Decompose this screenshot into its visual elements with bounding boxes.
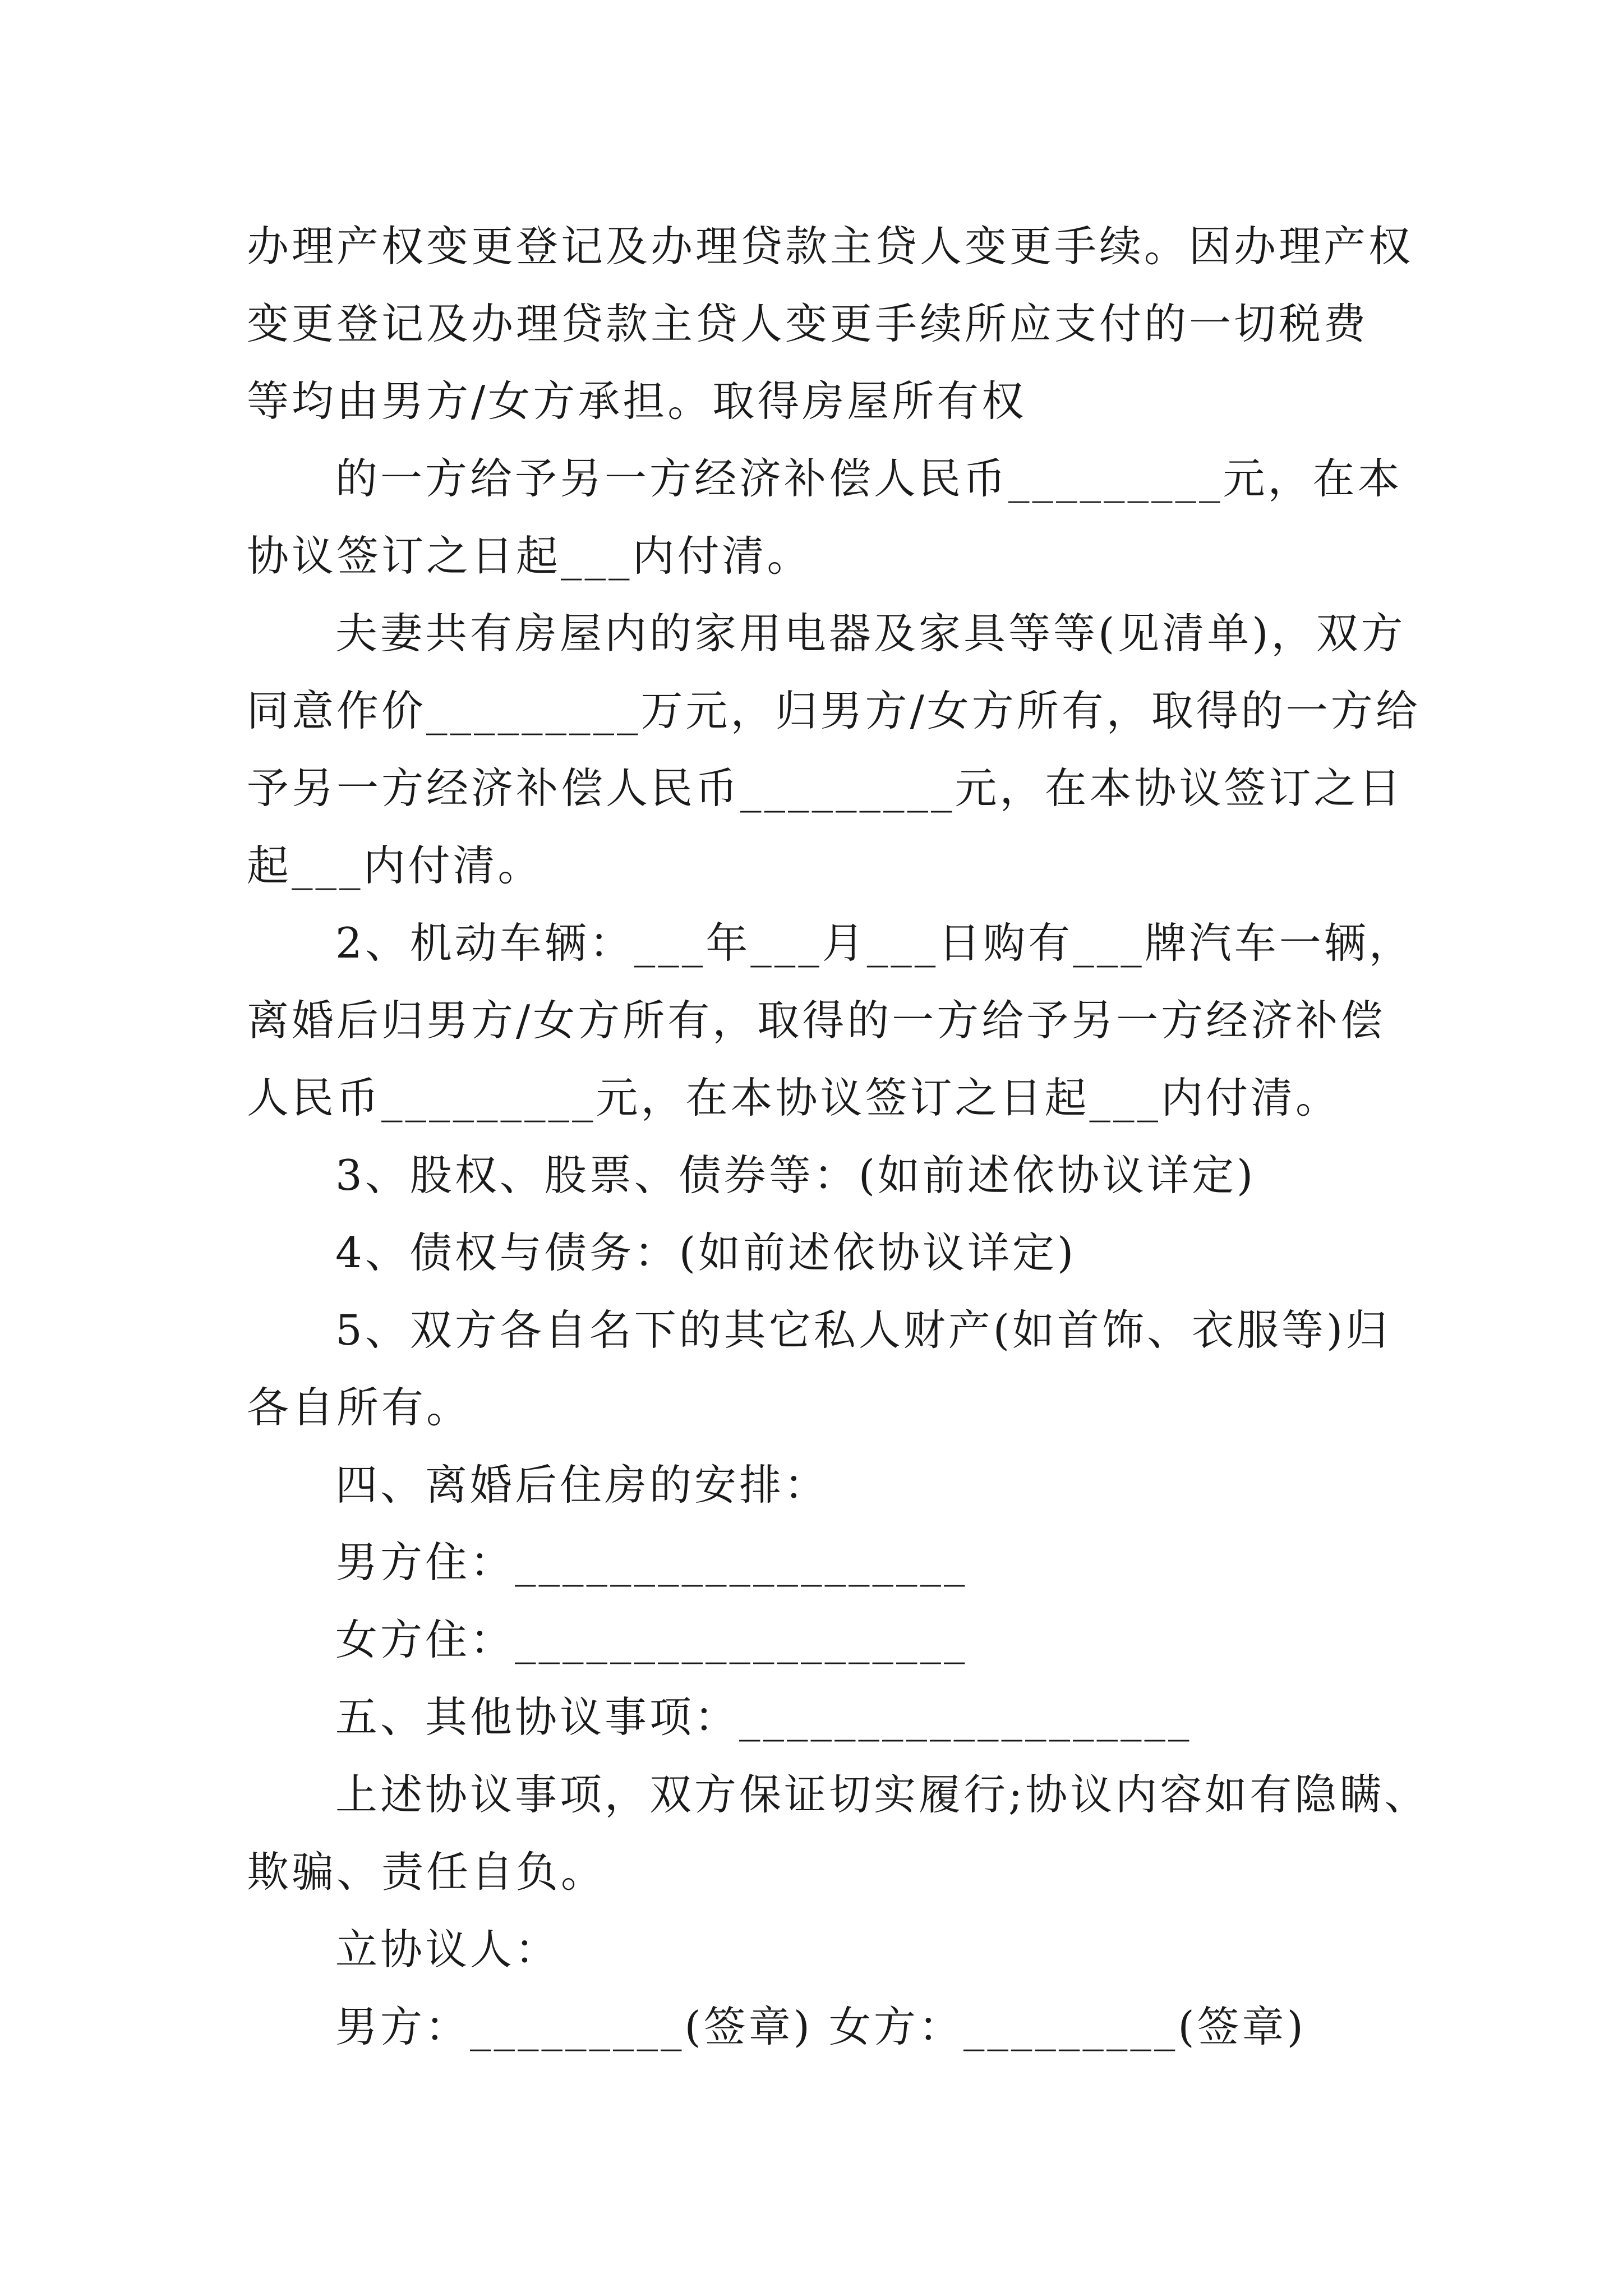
paragraph-motor-vehicle bbox=[247, 904, 1414, 1137]
text-line: 欺骗、责任自负。 bbox=[247, 1847, 606, 1897]
text-line: 予另一方经济补偿人民币_________元，在本协议签订之日 bbox=[247, 763, 1404, 813]
text-line: 夫妻共有房屋内的家用电器及家具等等(见清单)，双方 bbox=[335, 609, 1406, 658]
text-line: 2、机动车辆：___年___月___日购有___牌汽车一辆， bbox=[335, 918, 1414, 968]
text-line: 起___内付清。 bbox=[247, 841, 543, 890]
text-line: 变更登记及办理贷款主贷人变更手续所应支付的一切税费 bbox=[247, 299, 1369, 348]
paragraph-claims-debts bbox=[247, 1214, 1391, 1291]
paragraph-signatories-label bbox=[247, 1911, 1391, 1988]
paragraph-signature-line bbox=[247, 1988, 1391, 2065]
text-line: 五、其他协议事项：___________________ bbox=[335, 1692, 1192, 1742]
text-line: 男方：_________(签章) 女方：_________(签章) bbox=[335, 2002, 1306, 2051]
text-line: 4、债权与债务：(如前述依协议详定) bbox=[335, 1228, 1077, 1277]
paragraph-male-residence bbox=[247, 1524, 1391, 1601]
text-line: 各自所有。 bbox=[247, 1383, 472, 1432]
text-line: 男方住：___________________ bbox=[335, 1538, 968, 1587]
text-line: 同意作价_________万元，归男方/女方所有，取得的一方给 bbox=[247, 686, 1421, 735]
document-body bbox=[247, 208, 1430, 2065]
text-line: 立协议人： bbox=[335, 1925, 560, 1974]
paragraph-guarantee bbox=[247, 1756, 1430, 1911]
text-line: 办理产权变更登记及办理贷款主贷人变更手续。因办理产权 bbox=[247, 222, 1414, 271]
paragraph-appliances-furniture bbox=[247, 595, 1421, 904]
text-line: 上述协议事项，双方保证切实履行;协议内容如有隐瞒、 bbox=[335, 1770, 1430, 1819]
text-line: 四、离婚后住房的安排： bbox=[335, 1460, 829, 1510]
text-line: 等均由男方/女方承担。取得房屋所有权 bbox=[247, 376, 1027, 426]
paragraph-female-residence bbox=[247, 1601, 1391, 1678]
paragraph-house-compensation bbox=[247, 440, 1403, 595]
paragraph-property-continuation bbox=[247, 208, 1414, 440]
text-line: 5、双方各自名下的其它私人财产(如首饰、衣服等)归 bbox=[335, 1305, 1391, 1355]
text-line: 3、股权、股票、债券等：(如前述依协议详定) bbox=[335, 1151, 1256, 1200]
text-line: 离婚后归男方/女方所有，取得的一方给予另一方经济补偿 bbox=[247, 996, 1386, 1045]
text-line: 协议签订之日起___内付清。 bbox=[247, 531, 812, 581]
paragraph-equity-stocks bbox=[247, 1137, 1391, 1214]
text-line: 女方住：___________________ bbox=[335, 1615, 968, 1664]
text-line: 的一方给予另一方经济补偿人民币_________元，在本 bbox=[335, 454, 1403, 503]
section-heading-other-matters bbox=[247, 1678, 1391, 1756]
text-line: 人民币_________元，在本协议签订之日起___内付清。 bbox=[247, 1073, 1341, 1122]
paragraph-personal-property bbox=[247, 1291, 1391, 1446]
section-heading-housing bbox=[247, 1446, 1391, 1524]
